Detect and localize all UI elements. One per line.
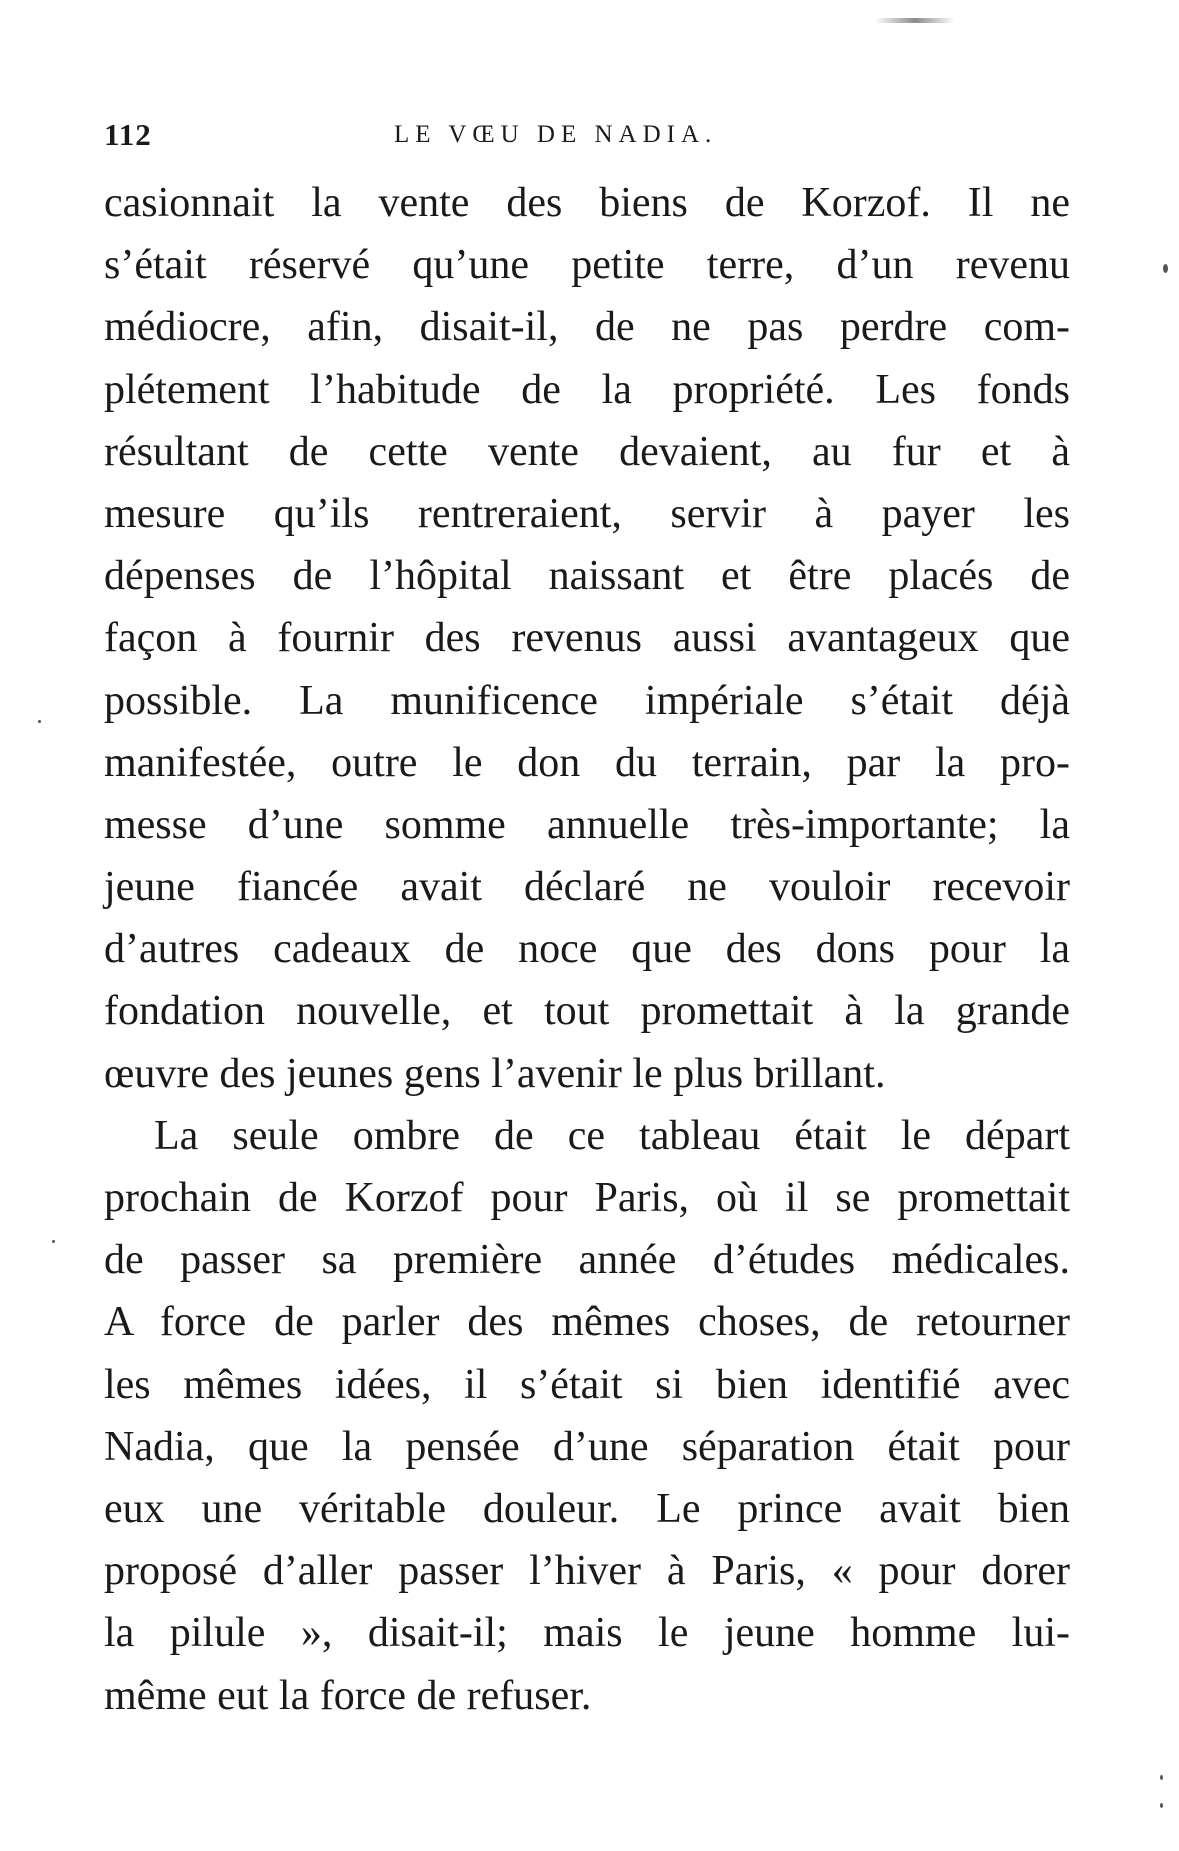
text-line: façon à fournir des revenus aussi avantageux que [104,615,1070,662]
text-line: la pilule », disait-il; mais le jeune homme lui- [104,1610,1070,1657]
text-line: proposé d’aller passer l’hiver à Paris, « pour dorer [104,1548,1070,1595]
text-line: possible. La munificence impériale s’était déjà [104,677,1070,724]
text-line: casionnait la vente des biens de Korzof. Il ne [104,180,1070,226]
text-line: de passer sa première année d’études médicales. [104,1237,1070,1284]
text-line: dépenses de l’hôpital naissant et être placés de [104,553,1070,600]
ink-speck [52,1240,55,1243]
text-line: s’était réservé qu’une petite terre, d’un revenu [104,242,1070,289]
text-line: La seule ombre de ce tableau était le départ [154,1112,1070,1159]
ink-speck [1160,1803,1163,1808]
text-line: médiocre, afin, disait-il, de ne pas perdre com- [104,304,1070,351]
text-line: fondation nouvelle, et tout promettait à la grande [104,988,1070,1035]
text-line: eux une véritable douleur. Le prince avait bien [104,1485,1070,1532]
text-line: même eut la force de refuser. [104,1672,592,1719]
text-line: les mêmes idées, il s’était si bien identifié avec [104,1361,1070,1408]
text-line: prochain de Korzof pour Paris, où il se promettait [104,1175,1070,1221]
text-line: résultant de cette vente devaient, au fur et à [104,428,1070,475]
text-line: plétement l’habitude de la propriété. Les fonds [104,366,1070,413]
paragraph-2 [104,1105,1070,1727]
running-title: LE VŒU DE NADIA. [394,121,718,148]
ink-speck [38,720,41,723]
text-line: œuvre des jeunes gens l’avenir le plus brillant. [104,1050,886,1097]
running-head [104,117,1070,157]
text-line: manifestée, outre le don du terrain, par la pro- [104,739,1070,786]
text-line: messe d’une somme annuelle très-importante; la [104,801,1070,848]
text-line: d’autres cadeaux de noce que des dons pour la [104,926,1070,973]
text-line: A force de parler des mêmes choses, de retourner [104,1299,1070,1346]
paragraph-1 [104,172,1070,1105]
ink-speck [1160,1775,1163,1780]
text-line: mesure qu’ils rentreraient, servir à payer les [104,490,1070,537]
body-text [104,172,1070,1727]
ink-speck [1163,264,1168,273]
text-line: jeune fiancée avait déclaré ne vouloir recevoir [104,864,1070,911]
page-number: 112 [104,117,152,152]
text-line: Nadia, que la pensée d’une séparation était pour [104,1423,1070,1470]
top-smudge [875,18,955,23]
